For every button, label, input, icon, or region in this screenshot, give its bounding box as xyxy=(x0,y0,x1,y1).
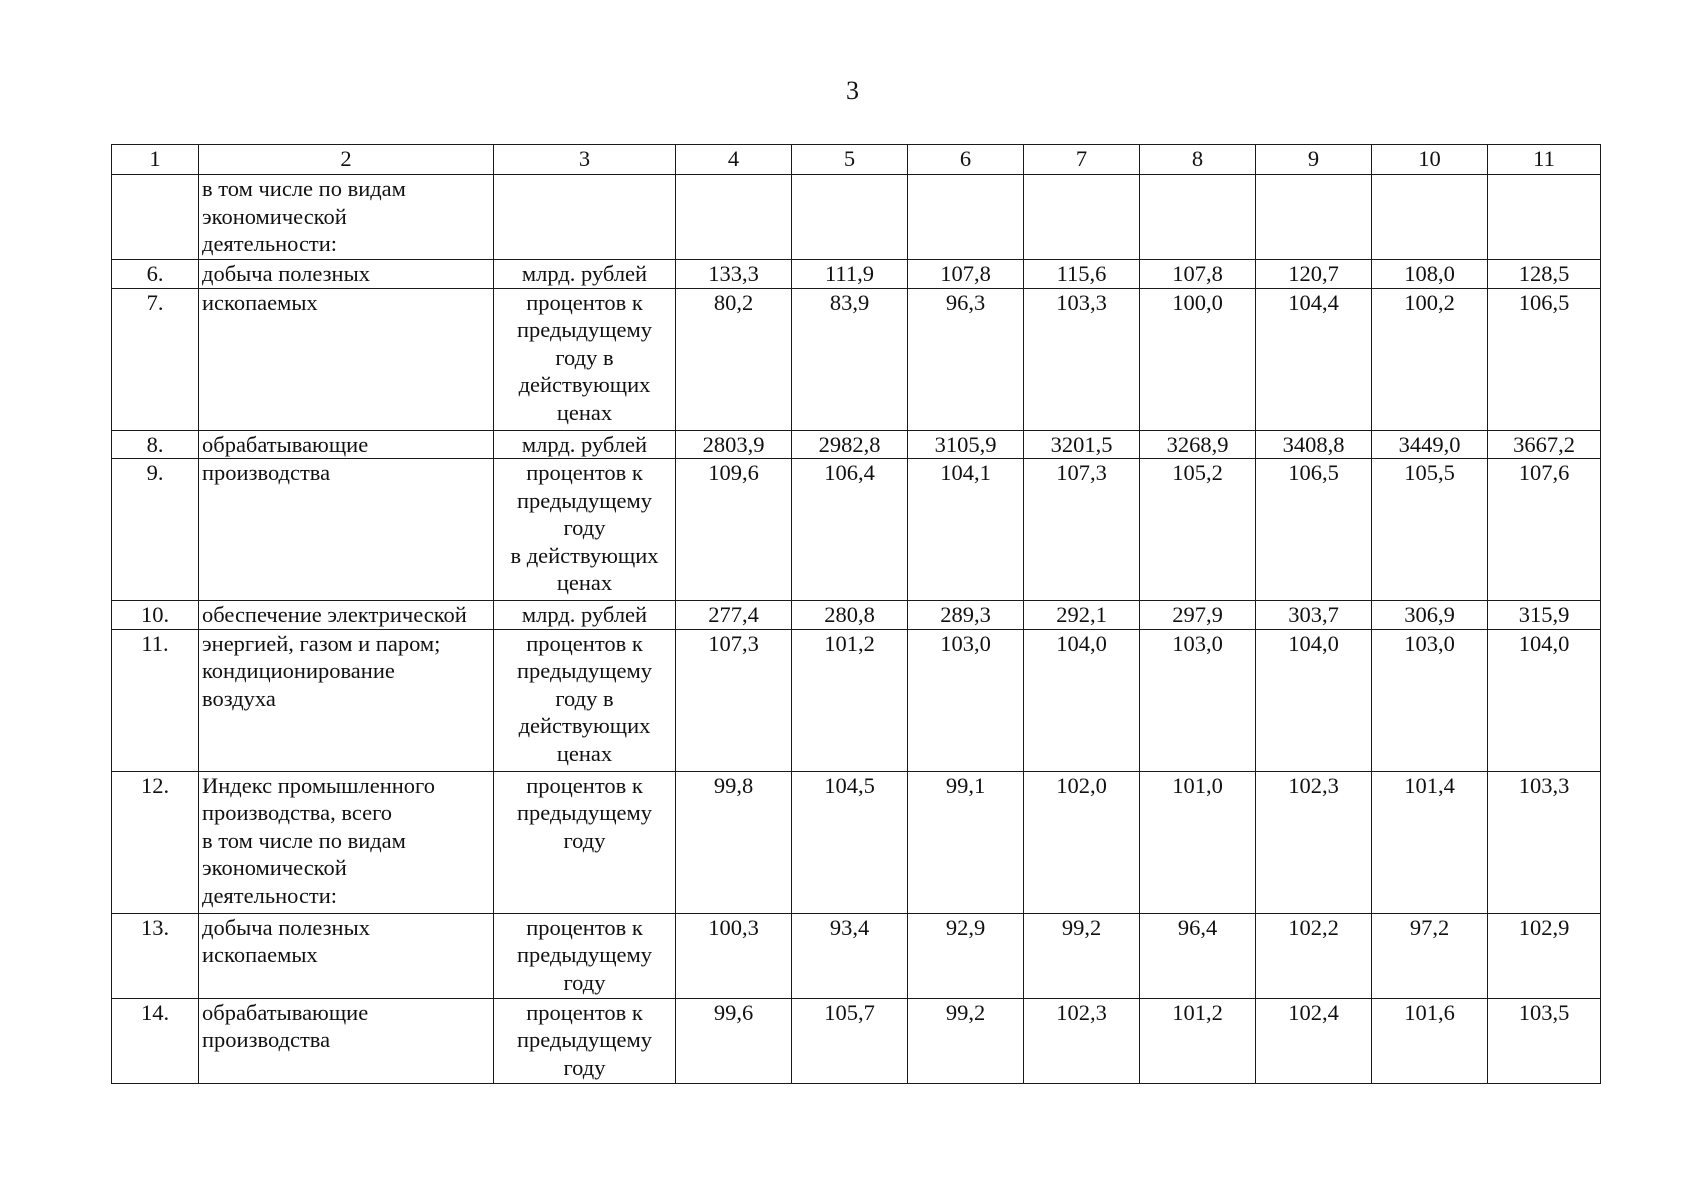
indicator-name-cell xyxy=(199,260,494,289)
value-cell: 106,5 xyxy=(1488,288,1601,430)
value-cell: 120,7 xyxy=(1256,260,1372,289)
value-cell: 103,5 xyxy=(1488,998,1601,1083)
unit-cell xyxy=(494,175,676,260)
row-number-cell: 14. xyxy=(112,998,199,1083)
value-cell: 107,8 xyxy=(1140,260,1256,289)
unit-line: млрд. рублей xyxy=(521,431,648,457)
row-number-cell: 12. xyxy=(112,771,199,913)
unit-line: году в xyxy=(555,685,614,711)
value-cell: 306,9 xyxy=(1372,601,1488,630)
indicator-name-cell xyxy=(199,601,494,630)
value-cell: 80,2 xyxy=(676,288,792,430)
value-cell: 104,0 xyxy=(1488,629,1601,771)
unit-line: предыдущему xyxy=(516,487,653,513)
value-cell: 289,3 xyxy=(908,601,1024,630)
value-cell: 133,3 xyxy=(676,260,792,289)
page-number: 3 xyxy=(846,76,859,105)
indicator-name-line: в том числе по видам xyxy=(202,176,406,201)
indicator-name-line: экономической xyxy=(202,203,347,229)
unit-line: млрд. рублей xyxy=(521,602,648,627)
unit-cell xyxy=(494,430,676,459)
unit-cell xyxy=(494,288,676,430)
value-cell: 103,3 xyxy=(1488,771,1601,913)
unit-line: ценах xyxy=(556,399,613,425)
value-cell: 101,4 xyxy=(1372,771,1488,913)
value-cell: 96,3 xyxy=(908,288,1024,430)
value-cell: 107,3 xyxy=(1024,459,1140,601)
value-cell: 92,9 xyxy=(908,913,1024,998)
value-cell: 128,5 xyxy=(1488,260,1601,289)
value-cell: 96,4 xyxy=(1140,913,1256,998)
row-number-cell xyxy=(112,175,199,260)
indicator-name-line: кондиционирование xyxy=(202,658,395,683)
indicator-name-line: Индекс промышленного xyxy=(202,772,435,798)
unit-line: процентов к xyxy=(526,289,643,315)
indicator-name-cell xyxy=(199,288,494,430)
value-cell: 104,1 xyxy=(908,459,1024,601)
indicator-name-cell xyxy=(199,913,494,998)
unit-line: действующих xyxy=(518,713,651,738)
value-cell: 104,0 xyxy=(1256,629,1372,771)
table-row xyxy=(112,913,1601,998)
value-cell: 106,4 xyxy=(792,459,908,601)
unit-line: году xyxy=(563,515,606,540)
value-cell: 107,8 xyxy=(908,260,1024,289)
header-cell: 5 xyxy=(792,145,908,175)
value-cell: 103,0 xyxy=(1372,629,1488,771)
value-cell: 105,7 xyxy=(792,998,908,1083)
value-cell: 102,2 xyxy=(1256,913,1372,998)
value-cell: 3105,9 xyxy=(908,430,1024,459)
value-cell: 102,3 xyxy=(1024,998,1140,1083)
value-cell: 101,6 xyxy=(1372,998,1488,1083)
value-cell: 101,2 xyxy=(1140,998,1256,1083)
unit-line: предыдущему xyxy=(516,317,653,342)
row-number-cell: 10. xyxy=(112,601,199,630)
value-cell: 109,6 xyxy=(676,459,792,601)
table-row xyxy=(112,459,1601,601)
value-cell: 100,3 xyxy=(676,913,792,998)
value-cell xyxy=(1140,175,1256,260)
value-cell: 277,4 xyxy=(676,601,792,630)
header-cell: 1 xyxy=(112,145,199,175)
indicator-name-line: обеспечение электрической xyxy=(202,602,467,627)
unit-line: процентов к xyxy=(526,914,643,940)
unit-line: млрд. рублей xyxy=(521,261,648,286)
value-cell: 97,2 xyxy=(1372,913,1488,998)
indicator-name-cell xyxy=(199,459,494,601)
value-cell xyxy=(1372,175,1488,260)
value-cell: 105,2 xyxy=(1140,459,1256,601)
row-number-cell: 7. xyxy=(112,288,199,430)
header-cell: 11 xyxy=(1488,145,1601,175)
value-cell: 104,5 xyxy=(792,771,908,913)
unit-line: процентов к xyxy=(526,772,643,798)
value-cell: 103,0 xyxy=(1140,629,1256,771)
indicator-name-line: ископаемых xyxy=(202,289,318,315)
indicator-name-line: обрабатывающие xyxy=(202,999,369,1025)
value-cell: 100,0 xyxy=(1140,288,1256,430)
value-cell: 2803,9 xyxy=(676,430,792,459)
unit-cell xyxy=(494,459,676,601)
unit-line: предыдущему xyxy=(516,658,653,683)
unit-line: предыдущему xyxy=(516,942,653,967)
indicator-name-line: воздуха xyxy=(202,685,276,711)
value-cell: 104,0 xyxy=(1024,629,1140,771)
table-body xyxy=(112,145,1601,1084)
table-row xyxy=(112,998,1601,1083)
value-cell: 104,4 xyxy=(1256,288,1372,430)
header-cell: 8 xyxy=(1140,145,1256,175)
value-cell: 2982,8 xyxy=(792,430,908,459)
value-cell: 3667,2 xyxy=(1488,430,1601,459)
indicator-name-cell xyxy=(199,430,494,459)
value-cell: 108,0 xyxy=(1372,260,1488,289)
row-number-cell: 9. xyxy=(112,459,199,601)
value-cell: 103,3 xyxy=(1024,288,1140,430)
value-cell: 106,5 xyxy=(1256,459,1372,601)
unit-line: в действующих xyxy=(510,542,659,568)
value-cell xyxy=(1256,175,1372,260)
value-cell: 99,2 xyxy=(908,998,1024,1083)
table-row xyxy=(112,771,1601,913)
unit-line: процентов к xyxy=(526,999,643,1025)
value-cell: 102,4 xyxy=(1256,998,1372,1083)
value-cell xyxy=(792,175,908,260)
value-cell: 3408,8 xyxy=(1256,430,1372,459)
indicator-name-line: обрабатывающие xyxy=(202,431,369,457)
value-cell: 3268,9 xyxy=(1140,430,1256,459)
indicator-name-line: деятельности: xyxy=(202,231,338,256)
unit-line: году xyxy=(563,827,606,853)
header-cell: 4 xyxy=(676,145,792,175)
row-number-cell: 6. xyxy=(112,260,199,289)
indicator-name-line: энергией, газом и паром; xyxy=(202,630,441,656)
value-cell: 115,6 xyxy=(1024,260,1140,289)
indicators-table xyxy=(111,144,1601,1084)
value-cell: 3201,5 xyxy=(1024,430,1140,459)
unit-line: ценах xyxy=(556,570,613,595)
unit-line: процентов к xyxy=(526,460,643,485)
header-cell: 9 xyxy=(1256,145,1372,175)
value-cell: 100,2 xyxy=(1372,288,1488,430)
value-cell: 107,3 xyxy=(676,629,792,771)
indicator-name-cell xyxy=(199,629,494,771)
value-cell: 111,9 xyxy=(792,260,908,289)
value-cell: 3449,0 xyxy=(1372,430,1488,459)
value-cell: 102,9 xyxy=(1488,913,1601,998)
table-row xyxy=(112,175,1601,260)
value-cell: 303,7 xyxy=(1256,601,1372,630)
value-cell: 99,8 xyxy=(676,771,792,913)
unit-line: году xyxy=(563,969,606,995)
unit-cell xyxy=(494,601,676,630)
value-cell: 99,2 xyxy=(1024,913,1140,998)
value-cell: 102,0 xyxy=(1024,771,1140,913)
indicator-name-cell xyxy=(199,998,494,1083)
unit-line: году в xyxy=(555,344,614,370)
indicator-name-line: добыча полезных xyxy=(202,914,370,940)
row-number-cell: 13. xyxy=(112,913,199,998)
value-cell xyxy=(676,175,792,260)
indicator-name-line: деятельности: xyxy=(202,882,338,908)
table-row xyxy=(112,601,1601,630)
indicator-name-cell xyxy=(199,771,494,913)
indicator-name-line: производства xyxy=(202,1027,331,1052)
table-row xyxy=(112,430,1601,459)
row-number-cell: 8. xyxy=(112,430,199,459)
unit-cell xyxy=(494,260,676,289)
table-row xyxy=(112,288,1601,430)
value-cell: 103,0 xyxy=(908,629,1024,771)
column-number-row xyxy=(112,145,1601,175)
indicator-name-cell xyxy=(199,175,494,260)
indicator-name-line: добыча полезных xyxy=(202,261,370,286)
value-cell: 107,6 xyxy=(1488,459,1601,601)
value-cell: 99,6 xyxy=(676,998,792,1083)
indicator-name-line: экономической xyxy=(202,855,347,880)
value-cell: 297,9 xyxy=(1140,601,1256,630)
value-cell: 105,5 xyxy=(1372,459,1488,601)
unit-cell xyxy=(494,629,676,771)
value-cell: 280,8 xyxy=(792,601,908,630)
unit-cell xyxy=(494,998,676,1083)
header-cell: 7 xyxy=(1024,145,1140,175)
value-cell: 102,3 xyxy=(1256,771,1372,913)
value-cell xyxy=(1488,175,1601,260)
value-cell: 315,9 xyxy=(1488,601,1601,630)
unit-line: предыдущему xyxy=(516,1027,653,1052)
unit-cell xyxy=(494,771,676,913)
value-cell: 93,4 xyxy=(792,913,908,998)
value-cell: 101,2 xyxy=(792,629,908,771)
indicator-name-line: ископаемых xyxy=(202,942,318,967)
table-row xyxy=(112,629,1601,771)
indicator-name-line: в том числе по видам xyxy=(202,827,406,853)
value-cell: 292,1 xyxy=(1024,601,1140,630)
table-row xyxy=(112,260,1601,289)
value-cell xyxy=(908,175,1024,260)
header-cell: 6 xyxy=(908,145,1024,175)
value-cell xyxy=(1024,175,1140,260)
value-cell: 101,0 xyxy=(1140,771,1256,913)
unit-cell xyxy=(494,913,676,998)
header-cell: 3 xyxy=(494,145,676,175)
value-cell: 99,1 xyxy=(908,771,1024,913)
unit-line: действующих xyxy=(518,372,651,397)
value-cell: 83,9 xyxy=(792,288,908,430)
row-number-cell: 11. xyxy=(112,629,199,771)
indicator-name-line: производства xyxy=(202,460,331,485)
header-cell: 10 xyxy=(1372,145,1488,175)
unit-line: ценах xyxy=(556,740,613,766)
indicator-name-line: производства, всего xyxy=(202,800,393,825)
unit-line: году xyxy=(563,1054,606,1080)
header-cell: 2 xyxy=(199,145,494,175)
unit-line: предыдущему xyxy=(516,800,653,825)
unit-line: процентов к xyxy=(526,630,643,656)
